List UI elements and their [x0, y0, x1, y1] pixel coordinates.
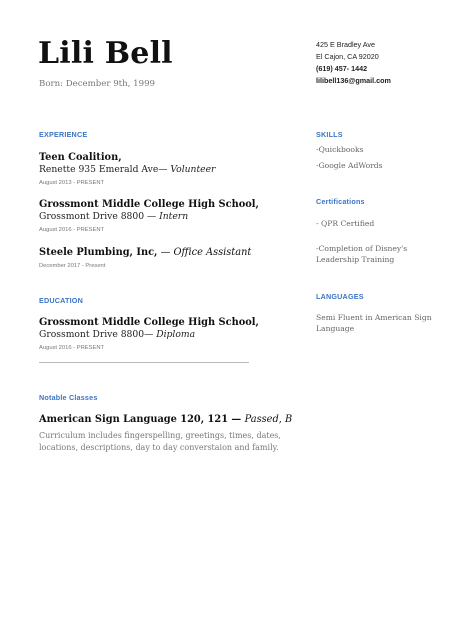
entry-title-line	[39, 247, 251, 259]
classes-heading: Notable Classes	[39, 393, 98, 402]
skills-heading: SKILLS	[316, 130, 343, 139]
entry-role: Volunteer	[170, 164, 216, 175]
class-title-line	[39, 414, 292, 426]
education-heading: EDUCATION	[39, 296, 83, 305]
entry-place: Grossmont Drive 8800—	[39, 329, 157, 340]
entry-subtitle	[39, 211, 259, 222]
class-description: Curriculum includes fingerspelling, greetings, times, dates, locations, descriptions, day to day converstaion and family.	[39, 431, 281, 452]
entry-separator: —	[157, 247, 174, 258]
entry-title: Teen Coalition,	[39, 152, 122, 163]
entry-role: Intern	[159, 211, 189, 222]
contact-block	[316, 39, 391, 87]
entry-date: December 2017 - Present	[39, 263, 106, 269]
entry-title: Grossmont Middle College High School,	[39, 199, 259, 210]
skill-item: -Quickbooks	[316, 145, 364, 154]
entry-date: August 2016 - PRESENT	[39, 227, 105, 233]
languages-text: Semi Fluent in American Sign Language	[316, 313, 432, 333]
entry-title: Grossmont Middle College High School,	[39, 317, 259, 328]
experience-entry	[39, 247, 251, 269]
entry-date: August 2013 - PRESENT	[39, 180, 105, 186]
entry-title: Steele Plumbing, Inc,	[39, 247, 158, 258]
class-result: Passed, B	[244, 414, 293, 425]
certification-item: - QPR Certified	[316, 219, 375, 228]
languages-heading: LANGUAGES	[316, 292, 364, 301]
entry-subtitle	[39, 164, 215, 175]
certification-item: -Completion of Disney's Leadership Training	[316, 244, 408, 264]
entry-role: Office Assistant	[173, 247, 252, 258]
entry-date: August 2016 - PRESENT	[39, 345, 105, 351]
entry-place: Grossmont Drive 8800 —	[39, 211, 160, 222]
address-line-1: 425 E Bradley Ave	[316, 40, 376, 49]
entry-role: Diploma	[156, 329, 196, 340]
experience-entry	[39, 152, 215, 186]
resume-name: Lili Bell	[38, 36, 173, 71]
certifications-list	[316, 218, 426, 265]
email-address: lilibell136@gmail.com	[316, 76, 391, 85]
address-line-2: El Cajon, CA 92020	[316, 52, 379, 61]
section-divider	[39, 362, 249, 363]
certifications-heading: Certifications	[316, 197, 365, 206]
class-title: American Sign Language 120, 121 —	[39, 414, 245, 425]
education-entry	[39, 317, 259, 351]
phone-number: (619) 457- 1442	[316, 64, 368, 73]
experience-entry	[39, 199, 259, 233]
skill-item: -Google AdWords	[316, 161, 383, 170]
entry-subtitle	[39, 329, 259, 340]
birth-date: Born: December 9th, 1999	[39, 79, 155, 89]
skills-list	[316, 144, 383, 171]
experience-heading: EXPERIENCE	[39, 130, 88, 139]
entry-place: Renette 935 Emerald Ave—	[39, 164, 171, 175]
